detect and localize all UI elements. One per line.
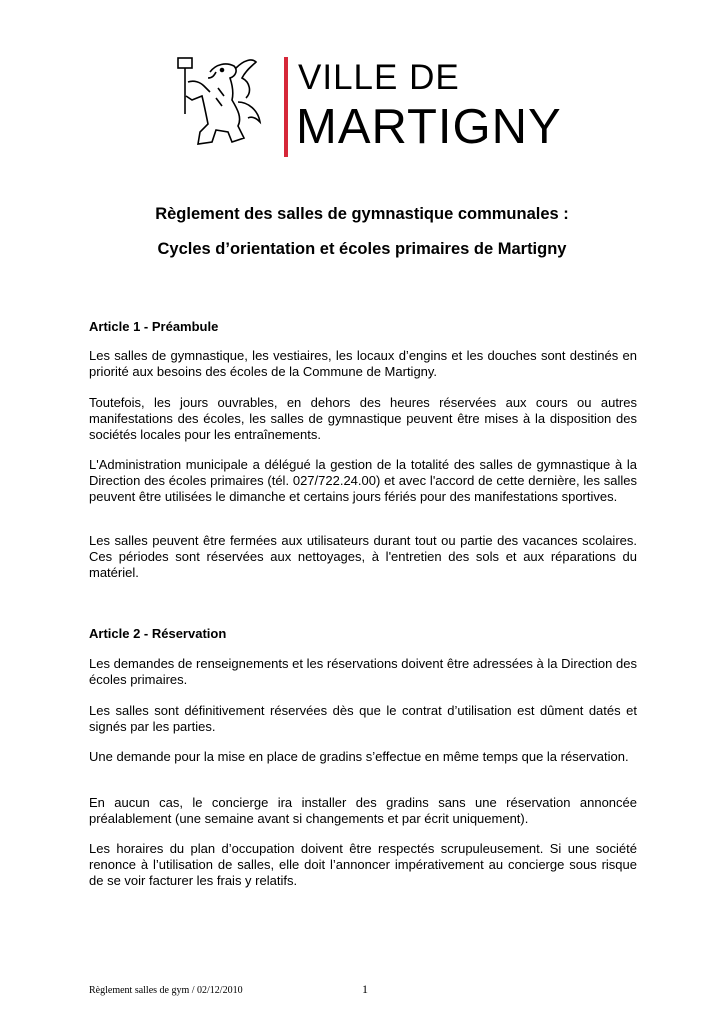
document-title: Règlement des salles de gymnastique communales : <box>155 205 569 223</box>
logo-red-divider <box>284 57 288 157</box>
page-number: 1 <box>362 982 368 996</box>
article-1-paragraph-2: Toutefois, les jours ouvrables, en dehors des heures réservées aux cours ou autres manifestations des écoles, les salles de gymnastique peuvent être mises à la disposition des sociétés locales pour les entraînements. <box>89 395 637 443</box>
article-2-paragraph-1: Les demandes de renseignements et les réservations doivent être adressées à la Direction des écoles primaires. <box>89 656 637 688</box>
ville-de-martigny-logo <box>172 52 562 160</box>
logo-text-ville-de: VILLE DE <box>298 58 460 97</box>
lion-with-hammer-icon <box>172 52 272 152</box>
article-2-heading: Article 2 - Réservation <box>89 626 227 641</box>
article-1-paragraph-4: Les salles peuvent être fermées aux utilisateurs durant tout ou partie des vacances scolaires. Ces périodes sont réservées aux nettoyages, à l'entretien des sols et aux réparations du matériel. <box>89 533 637 581</box>
document-subtitle: Cycles d’orientation et écoles primaires de Martigny <box>157 240 567 258</box>
article-2-paragraph-5: Les horaires du plan d’occupation doivent être respectés scrupuleusement. Si une société renonce à l’utilisation de salles, elle doit l’annoncer impérativement au concierge sous risque de se voir facturer les frais y relatifs. <box>89 841 637 889</box>
article-2-paragraph-4: En aucun cas, le concierge ira installer des gradins sans une réservation annoncée préalablement (une semaine avant si changements et par écrit uniquement). <box>89 795 637 827</box>
article-1-paragraph-3: L'Administration municipale a délégué la gestion de la totalité des salles de gymnastique à la Direction des écoles primaires (tél. 027/722.24.00) et avec l'accord de cette dernière, les salles peuvent être utilisées le dimanche et certains jours fériés pour des manifestations sportives. <box>89 457 637 505</box>
article-2-paragraph-3: Une demande pour la mise en place de gradins s’effectue en même temps que la réservation. <box>89 749 629 764</box>
footer-document-reference: Règlement salles de gym / 02/12/2010 <box>89 985 243 996</box>
logo-text-martigny: MARTIGNY <box>296 100 562 154</box>
article-1-paragraph-1: Les salles de gymnastique, les vestiaires, les locaux d’engins et les douches sont destinés en priorité aux besoins des écoles de la Commune de Martigny. <box>89 348 637 380</box>
article-2-paragraph-2: Les salles sont définitivement réservées dès que le contrat d’utilisation est dûment datés et signés par les parties. <box>89 703 637 735</box>
article-1-heading: Article 1 - Préambule <box>89 319 219 334</box>
